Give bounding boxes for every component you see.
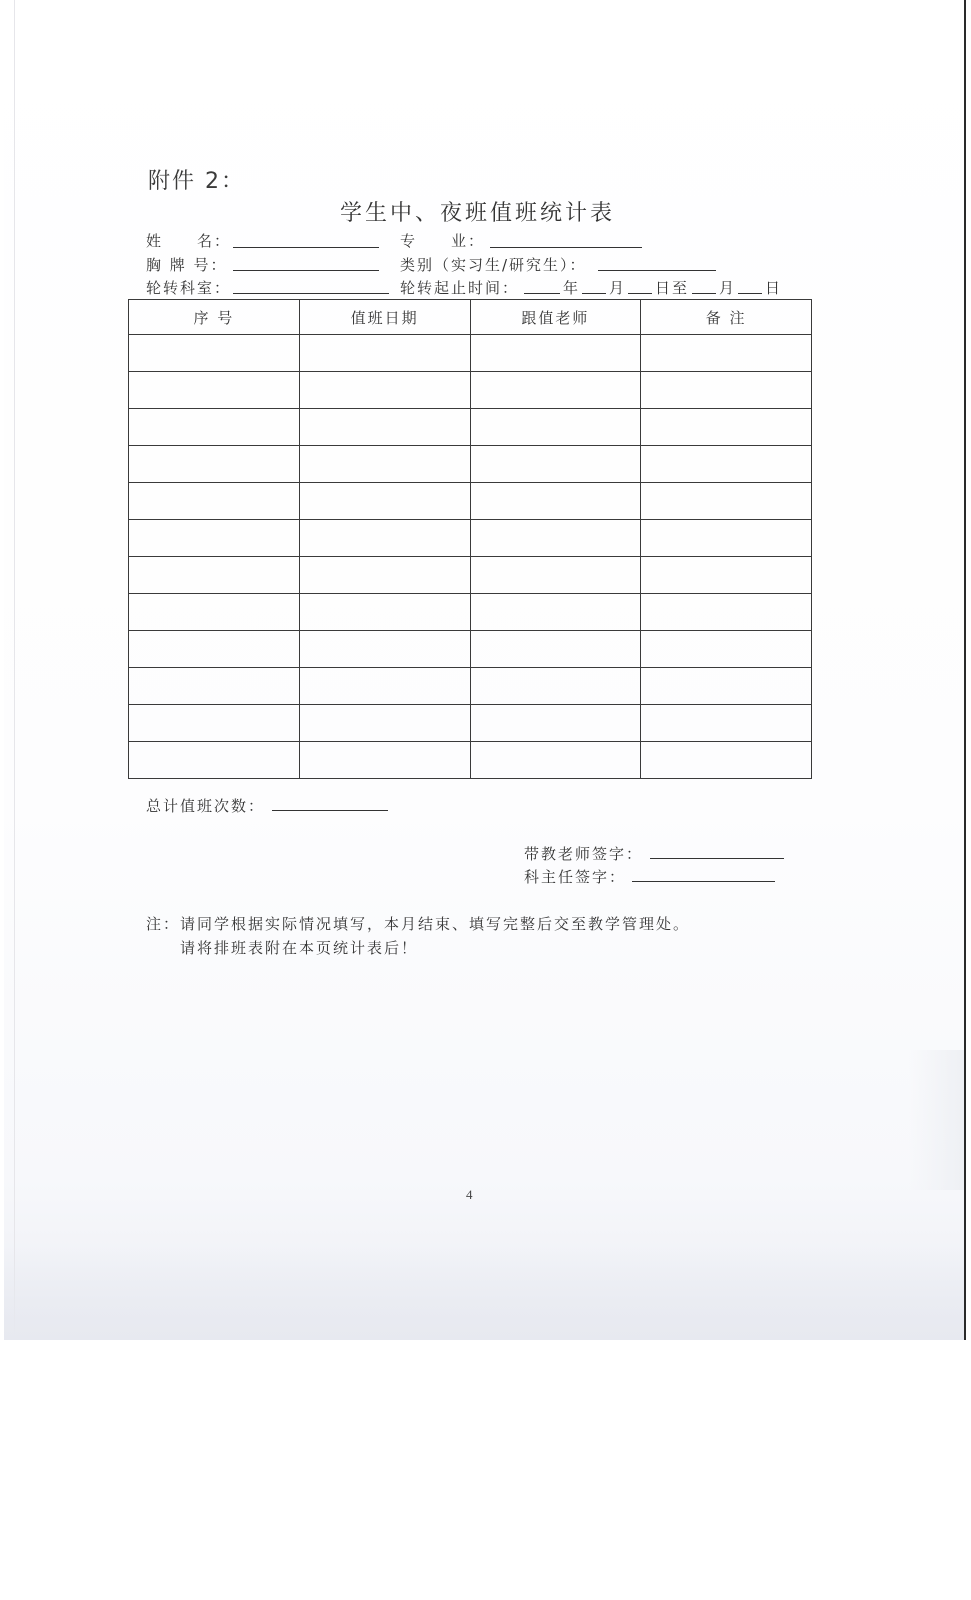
cell-date[interactable] [299,594,470,631]
cell-remark[interactable] [641,668,812,705]
cell-teacher[interactable] [470,705,641,742]
cell-teacher[interactable] [470,446,641,483]
month-char: 月 [609,279,627,297]
table-row [129,668,812,705]
cell-remark[interactable] [641,520,812,557]
table-row [129,557,812,594]
category-label: 类别（实习生/研究生）： [400,256,587,274]
month-char-2: 月 [719,279,737,297]
cell-seq[interactable] [129,594,300,631]
director-signature-field[interactable] [632,881,775,882]
table-row [129,372,812,409]
cell-date[interactable] [299,483,470,520]
table-row [129,409,812,446]
cell-teacher[interactable] [470,483,641,520]
badge-label: 胸 牌 号： [146,256,228,274]
cell-remark[interactable] [641,483,812,520]
end-day-field[interactable] [738,293,762,294]
cell-teacher[interactable] [470,742,641,779]
cell-remark[interactable] [641,631,812,668]
form-title: 学生中、夜班值班统计表 [340,201,616,226]
header-date: 值班日期 [299,300,470,335]
cell-date[interactable] [299,520,470,557]
category-field[interactable] [598,270,716,271]
duty-table [128,299,812,779]
cell-remark[interactable] [641,372,812,409]
cell-date[interactable] [299,705,470,742]
cell-remark[interactable] [641,557,812,594]
dept-field[interactable] [233,293,389,294]
cell-remark[interactable] [641,705,812,742]
cell-seq[interactable] [129,335,300,372]
table-body [129,335,812,779]
table-row [129,520,812,557]
cell-date[interactable] [299,557,470,594]
table-row [129,483,812,520]
cell-date[interactable] [299,372,470,409]
page-number: 4 [466,1187,473,1202]
cell-seq[interactable] [129,631,300,668]
scan-bottom-fade [4,1245,964,1340]
cell-date[interactable] [299,631,470,668]
day-to-char: 日至 [655,279,690,297]
cell-remark[interactable] [641,409,812,446]
name-field[interactable] [233,247,379,248]
teacher-signature-field[interactable] [650,858,784,859]
cell-seq[interactable] [129,409,300,446]
cell-remark[interactable] [641,446,812,483]
teacher-signature-label: 带教老师签字： [524,845,644,863]
cell-date[interactable] [299,668,470,705]
cell-seq[interactable] [129,483,300,520]
name-label: 姓 名： [146,232,232,250]
cell-seq[interactable] [129,557,300,594]
header-remark: 备 注 [641,300,812,335]
cell-teacher[interactable] [470,372,641,409]
attachment-label: 附件 2： [148,169,245,194]
cell-teacher[interactable] [470,409,641,446]
cell-teacher[interactable] [470,520,641,557]
period-label: 轮转起止时间： [400,279,520,297]
cell-seq[interactable] [129,668,300,705]
cell-seq[interactable] [129,742,300,779]
cell-date[interactable] [299,446,470,483]
total-field[interactable] [272,810,388,811]
table-row [129,446,812,483]
sheet-edge-line [14,0,15,1340]
table-row [129,742,812,779]
cell-remark[interactable] [641,335,812,372]
cell-remark[interactable] [641,594,812,631]
major-field[interactable] [490,247,642,248]
cell-teacher[interactable] [470,668,641,705]
year-char: 年 [563,279,581,297]
cell-seq[interactable] [129,520,300,557]
header-teacher: 跟值老师 [470,300,641,335]
cell-teacher[interactable] [470,335,641,372]
table-header-row [129,300,812,335]
director-signature-label: 科主任签字： [524,868,627,886]
cell-seq[interactable] [129,446,300,483]
start-day-field[interactable] [628,293,652,294]
cell-remark[interactable] [641,742,812,779]
start-year-field[interactable] [524,293,560,294]
cell-teacher[interactable] [470,631,641,668]
cell-date[interactable] [299,335,470,372]
note-line-1: 注：请同学根据实际情况填写，本月结束、填写完整后交至教学管理处。 [146,915,691,933]
scan-shadow [909,1050,964,1190]
table-row [129,705,812,742]
header-seq: 序 号 [129,300,300,335]
cell-teacher[interactable] [470,594,641,631]
note-line-2: 请将排班表附在本页统计表后！ [180,939,419,957]
cell-date[interactable] [299,742,470,779]
table-row [129,335,812,372]
end-month-field[interactable] [692,293,716,294]
badge-field[interactable] [233,270,379,271]
day-char: 日 [765,279,783,297]
cell-teacher[interactable] [470,557,641,594]
table-row [129,631,812,668]
cell-seq[interactable] [129,705,300,742]
cell-date[interactable] [299,409,470,446]
dept-label: 轮转科室： [146,279,232,297]
total-label: 总计值班次数： [146,797,266,815]
start-month-field[interactable] [582,293,606,294]
major-label: 专 业： [400,232,486,250]
table-row [129,594,812,631]
cell-seq[interactable] [129,372,300,409]
